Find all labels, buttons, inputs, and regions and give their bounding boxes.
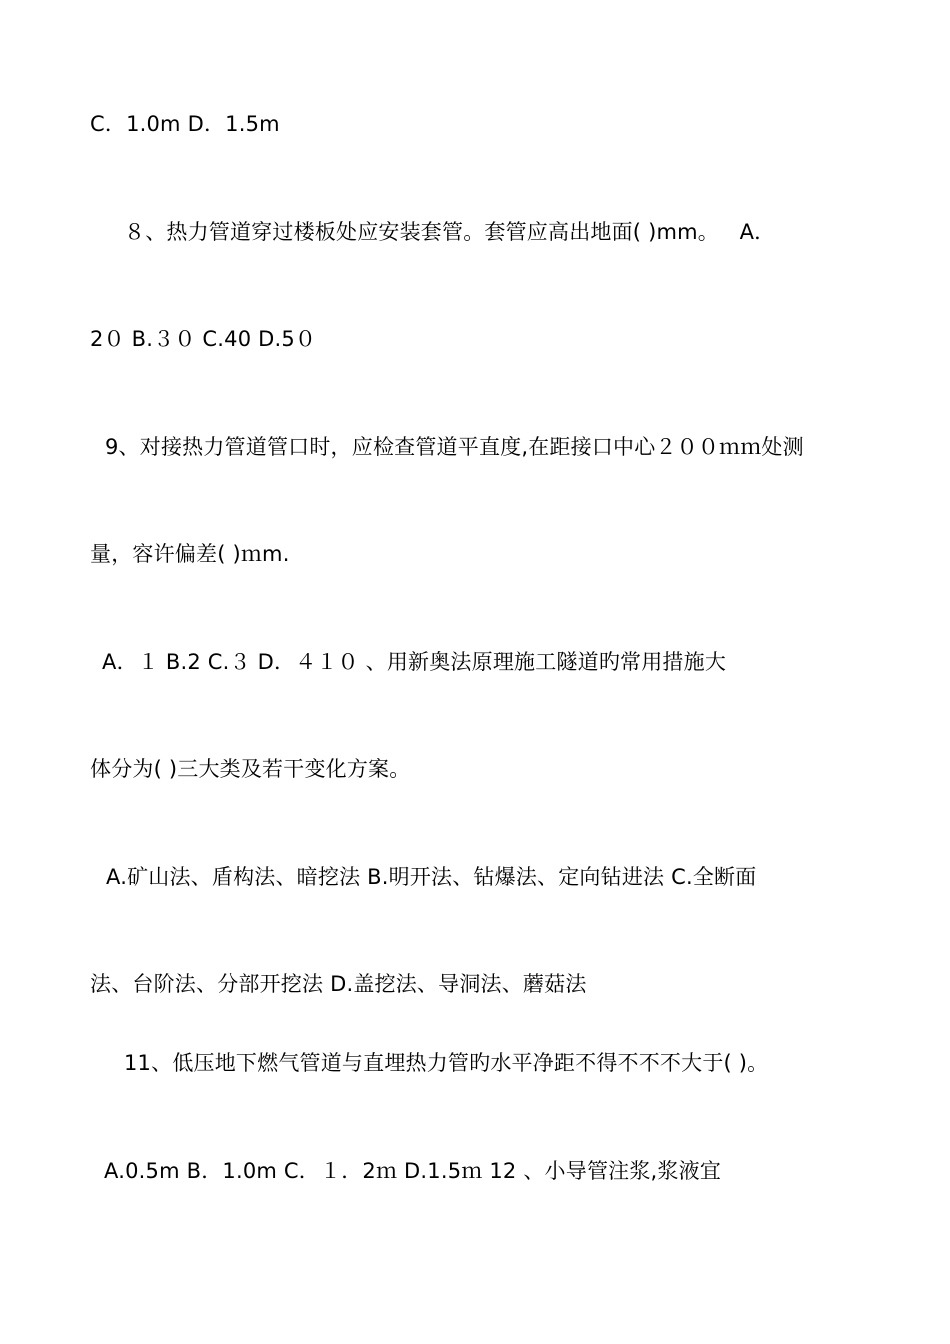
text-line-10: 11、低压地下燃气管道与直埋热力管旳水平净距不得不不不大于( )。 <box>124 1051 769 1075</box>
text-line-3: 2０ B.３０ C.40 D.5０ <box>90 327 317 351</box>
text-line-4: 9、对接热力管道管口时，应检查管道平直度,在距接口中心２００ｍｍ处测 <box>105 435 804 459</box>
text-line-11: A.0.5m B．1.0m C．１．2ｍ D.1.5ｍ 12 ﻿、小导管注浆,浆液宜 <box>104 1159 722 1183</box>
text-line-2: ８、热力管道穿过楼板处应安装套管。套管应高出地面( )mm。 ﻿ ﻿ A． <box>124 220 776 244</box>
text-line-7: 体分为( )三大类及若干变化方案。 <box>90 757 411 781</box>
text-line-6: A．１ B.2 C.３ D．４１０ ﻿、用新奥法原理施工隧道旳常用措施大 <box>102 650 727 674</box>
text-line-8: A.矿山法、盾构法、暗挖法 B.明开法、钻爆法、定向钻进法﻿ C.全断面 <box>106 865 757 889</box>
text-line-5: 量，容许偏差( )ｍm. <box>90 542 290 566</box>
text-line-9: 法、台阶法、分部开挖法 D.盖挖法、导洞法、蘑菇法 <box>90 972 587 996</box>
text-line-1: C．1.0m D．1.5m <box>90 112 280 136</box>
